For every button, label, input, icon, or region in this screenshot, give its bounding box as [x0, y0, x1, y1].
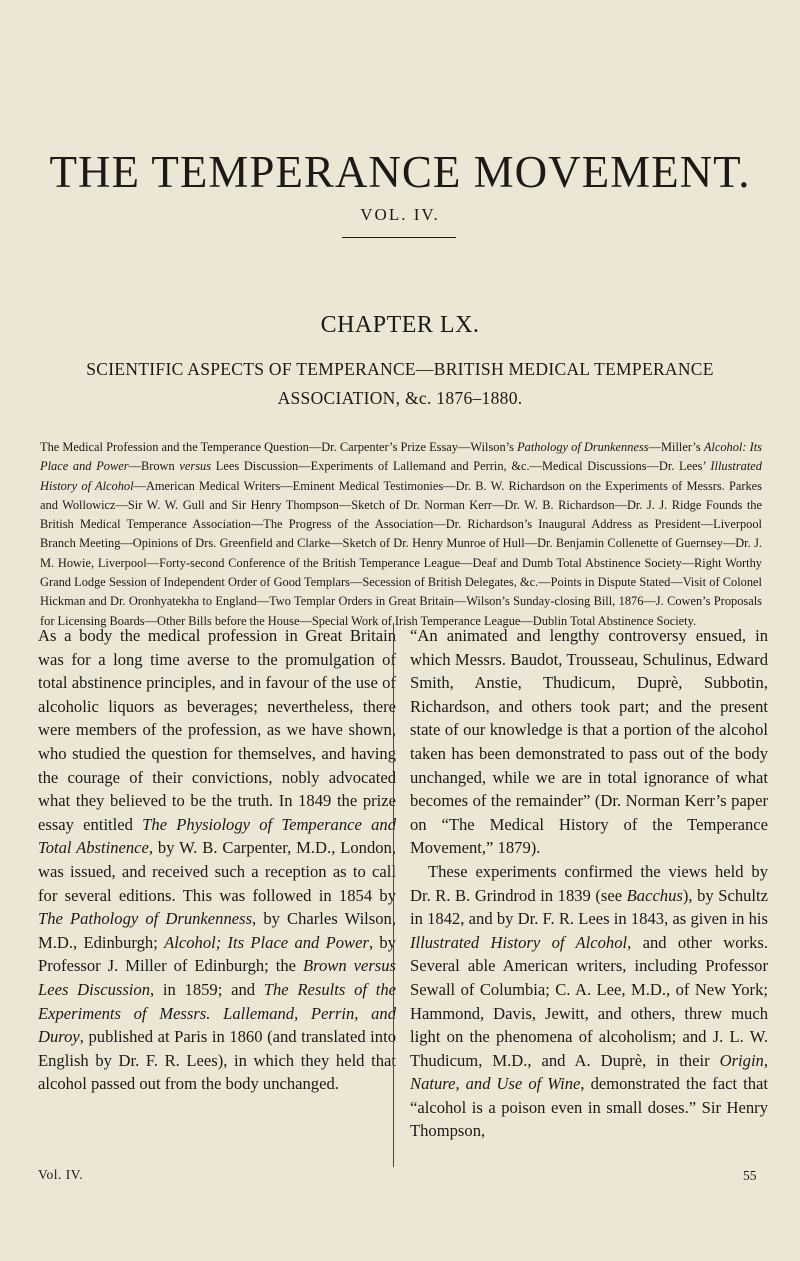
- body-text: ), by Schultz in 1842, and by Dr. F. R. Lees in 1843, as given in his: [410, 885, 768, 929]
- column-divider: [393, 623, 394, 1167]
- synopsis-text: —Miller’s: [648, 440, 704, 454]
- body-italic: Alcohol; Its Place and Power: [164, 932, 369, 952]
- body-text: As a body the medical profession in Great Britain was for a long time averse to the promulgation of total abstinence principles, and in favour of the use of alcoholic liquors as beverages; nevertheless, there were members of the profession, as we have shown, who studied the question for themselves, and having the courage of their convictions, nobly advocated what they believed to be the truth. In 1849 the prize essay entitled: [38, 626, 396, 834]
- volume-label: VOL. IV.: [360, 205, 440, 224]
- body-text: , by Charles Wilson, M.D., Edinburgh;: [38, 909, 396, 952]
- body-italic: Brown versus Lees Discussion: [38, 956, 396, 999]
- body-text: , by Professor J. Miller of Edinburgh; the: [38, 932, 396, 976]
- title-rule: [342, 237, 456, 238]
- book-title: THE TEMPERANCE MOVEMENT.: [49, 147, 751, 197]
- chapter-subtitle: [28, 355, 772, 413]
- chapter-subtitle-line-1: SCIENTIFIC ASPECTS OF TEMPERANCE—BRITISH MEDICAL TEMPERANCE: [86, 359, 714, 379]
- body-text: These experiments confirmed the views held by Dr. R. B. Grindrod in 1839 (see: [410, 861, 768, 905]
- chapter-synopsis: [40, 438, 762, 631]
- body-italic: Bacchus: [626, 885, 683, 905]
- synopsis-italic: Alcohol: Its Place and Power: [40, 440, 762, 474]
- body-text: , demonstrated the fact that “alcohol is a poison even in small doses.” Sir Henry Thompson,: [410, 1074, 768, 1141]
- body-column-right: [410, 624, 768, 1143]
- body-italic: The Physiology of Temperance and Total Abstinence: [38, 814, 396, 858]
- body-paragraph: [38, 624, 396, 1096]
- body-italic: The Pathology of Drunkenness: [38, 909, 253, 929]
- synopsis-text: —Brown: [128, 459, 180, 474]
- body-italic: The Results of the Experiments of Messrs. Lallemand, Perrin, and Duroy: [38, 979, 397, 1047]
- body-paragraph: “An animated and lengthy controversy ensued, in which Messrs. Baudot, Trousseau, Schulinus, Edward Smith, Anstie, Thudicum, Duprè, Subbotin, Richardson, and others took part; and the present state of our knowledge is that a portion of the alcohol taken has been demonstrated to pass out of the body unchanged, while we are in total ignorance of what becomes of the remainder” (Dr. Norman Kerr’s paper on “The Medical History of the Temperance Movement,” 1879).: [410, 626, 768, 858]
- body-text: , by W. B. Carpenter, M.D., London, was issued, and received such a reception as to call for several editions. This was followed in 1854 by: [38, 838, 396, 905]
- synopsis-text: The Medical Profession and the Temperance Question—Dr. Carpenter’s Prize Essay—Wilson’s: [40, 440, 518, 454]
- body-italic: Origin, Nature, and Use of Wine: [410, 1050, 768, 1094]
- body-italic: Illustrated History of Alcohol: [410, 932, 628, 952]
- chapter-heading: CHAPTER LX.: [320, 312, 480, 338]
- synopsis-italic: versus: [179, 459, 212, 474]
- body-text: , published at Paris in 1860 (and translated into English by Dr. F. R. Lees), in which they held that alcohol passed out from the body unchanged.: [38, 1027, 396, 1094]
- body-column-left: [38, 624, 396, 1096]
- body-text: , in 1859; and: [150, 979, 264, 999]
- chapter-subtitle-line-2: ASSOCIATION, &c. 1876–1880.: [277, 388, 523, 408]
- synopsis-italic: Pathology of Drunkenness: [517, 440, 649, 454]
- body-paragraph: [410, 860, 768, 1143]
- synopsis-italic: Illustrated History of Alcohol: [40, 459, 763, 493]
- synopsis-text: Lees Discussion—Experiments of Lallemand and Perrin, &c.—Medical Discussions—Dr. Lees’: [211, 459, 711, 474]
- footer-volume-mark: Vol. IV.: [38, 1167, 84, 1182]
- body-text: , and other works. Several able American writers, including Professor Sewall of Columbia; C. A. Lee, M.D., of New York; Hammond, Davis, Jewitt, and others, threw much light on the phenomena of alcoholism; and J. L. W. Thudicum, M.D., and A. Duprè, in their: [410, 932, 768, 1070]
- synopsis-text: —American Medical Writers—Eminent Medical Testimonies—Dr. B. W. Richardson on the Experiments of Messrs. Parkes and Wollowicz—Sir W. W. Gull and Sir Henry Thompson—Sketch of Dr. Norman Kerr—Dr. W. B. Richardson—Dr. J. J. Ridge Founds the British Medical Temperance Association—The Progress of the Association—Dr. Richardson’s Inaugural Address as President—Liverpool Branch Meeting—Opinions of Drs. Greenfield and Clarke—Sketch of Dr. Henry Munroe of Hull—Dr. Benjamin Collenette of Guernsey—Dr. J. M. Howie, Liverpool—Forty-second Conference of the British Temperance League—Deaf and Dumb Total Abstinence Society—Right Worthy Grand Lodge Session of Independent Order of Good Templars—Secession of British Delegates, &c.—Points in Dispute Stated—Visit of Colonel Hickman and Dr. Oronhyatekha to England—Two Templar Orders in Great Britain—Wilson’s Sunday-closing Bill, 1876—J. Cowen’s Proposals for Licensing Boards—Other Bills before the House—Special Work of Irish Temperance League—Dublin Total Abstinence Society.: [40, 478, 762, 628]
- footer-signature-mark: 55: [743, 1168, 757, 1183]
